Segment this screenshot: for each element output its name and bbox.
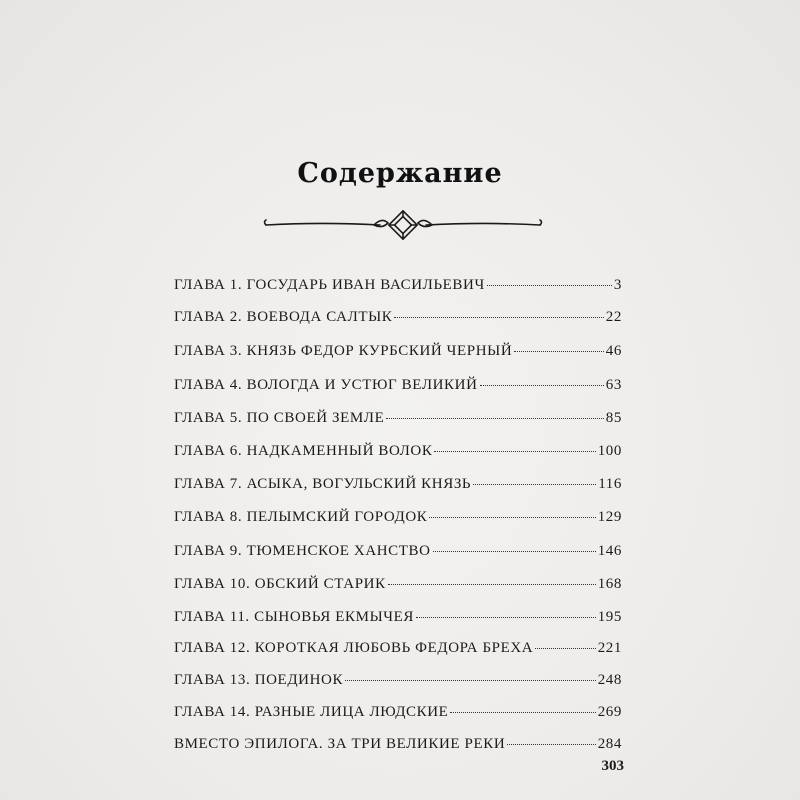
toc-entry — [174, 569, 622, 595]
toc-entry — [174, 370, 622, 396]
toc-entry-page: 168 — [597, 576, 622, 592]
toc-entry-page: 63 — [605, 377, 622, 393]
toc-entry-page: 248 — [597, 672, 622, 688]
toc-entry — [174, 633, 622, 659]
toc-entry — [174, 502, 622, 528]
page-title: Содержание — [297, 158, 503, 189]
toc-entry — [174, 336, 622, 362]
toc-entry-page: 129 — [597, 509, 622, 525]
toc-entry-title: ГЛАВА 1. ГОСУДАРЬ ИВАН ВАСИЛЬЕВИЧ — [174, 277, 485, 293]
toc-entry-page: 100 — [597, 443, 622, 459]
toc-entry-page: 146 — [597, 543, 622, 559]
toc-entry-title: ВМЕСТО ЭПИЛОГА. ЗА ТРИ ВЕЛИКИЕ РЕКИ — [174, 736, 506, 752]
dot-leader — [388, 566, 596, 585]
toc-entry-title: ГЛАВА 8. ПЕЛЫМСКИЙ ГОРОДОК — [174, 509, 428, 525]
toc-entry-title: ГЛАВА 3. КНЯЗЬ ФЕДОР КУРБСКИЙ ЧЕРНЫЙ — [174, 343, 513, 359]
dot-leader — [480, 367, 604, 386]
dot-leader — [416, 599, 596, 618]
toc-entry-page: 116 — [598, 476, 622, 492]
dot-leader — [394, 299, 603, 318]
toc-entry — [174, 697, 622, 723]
toc-entry-title: ГЛАВА 4. ВОЛОГДА И УСТЮГ ВЕЛИКИЙ — [174, 377, 478, 393]
dot-leader — [507, 726, 595, 745]
toc-entry-title: ГЛАВА 7. АСЫКА, ВОГУЛЬСКИЙ КНЯЗЬ — [174, 476, 472, 492]
toc-entry — [174, 270, 622, 296]
dot-leader — [473, 466, 596, 485]
toc-entry-title: ГЛАВА 9. ТЮМЕНСКОЕ ХАНСТВО — [174, 543, 431, 559]
toc-entry-title: ГЛАВА 10. ОБСКИЙ СТАРИК — [174, 576, 386, 592]
dot-leader — [345, 662, 596, 681]
toc-entry-page: 3 — [613, 277, 622, 293]
toc-entry-title: ГЛАВА 5. ПО СВОЕЙ ЗЕМЛЕ — [174, 410, 385, 426]
toc-entry — [174, 729, 622, 755]
dot-leader — [434, 433, 595, 452]
toc-entry-title: ГЛАВА 2. ВОЕВОДА САЛТЫК — [174, 309, 393, 325]
toc-entry-page: 195 — [597, 609, 622, 625]
dot-leader — [487, 267, 612, 286]
dot-leader — [535, 630, 595, 649]
toc-entry-title: ГЛАВА 14. РАЗНЫЕ ЛИЦА ЛЮДСКИЕ — [174, 704, 449, 720]
toc-entry-page: 284 — [597, 736, 622, 752]
toc-entry — [174, 602, 622, 628]
dot-leader — [433, 533, 596, 552]
toc-entry-title: ГЛАВА 13. ПОЕДИНОК — [174, 672, 344, 688]
toc-entry-title: ГЛАВА 12. КОРОТКАЯ ЛЮБОВЬ ФЕДОРА БРЕХА — [174, 640, 534, 656]
toc-entry-page: 269 — [597, 704, 622, 720]
toc-entry — [174, 436, 622, 462]
toc-entry-page: 85 — [605, 410, 622, 426]
toc-entry-page: 46 — [605, 343, 622, 359]
page-number: 303 — [601, 758, 624, 774]
toc-entry — [174, 469, 622, 495]
dot-leader — [386, 400, 603, 419]
toc-entry-page: 221 — [597, 640, 622, 656]
toc-entry — [174, 302, 622, 328]
toc-entry-title: ГЛАВА 6. НАДКАМЕННЫЙ ВОЛОК — [174, 443, 433, 459]
dot-leader — [450, 694, 595, 713]
toc-entry-page: 22 — [605, 309, 622, 325]
toc-entry — [174, 403, 622, 429]
dot-leader — [514, 333, 604, 352]
dot-leader — [429, 499, 595, 518]
toc-entry-title: ГЛАВА 11. СЫНОВЬЯ ЕКМЫЧЕЯ — [174, 609, 414, 625]
toc-entry — [174, 536, 622, 562]
toc-entry — [174, 665, 622, 691]
